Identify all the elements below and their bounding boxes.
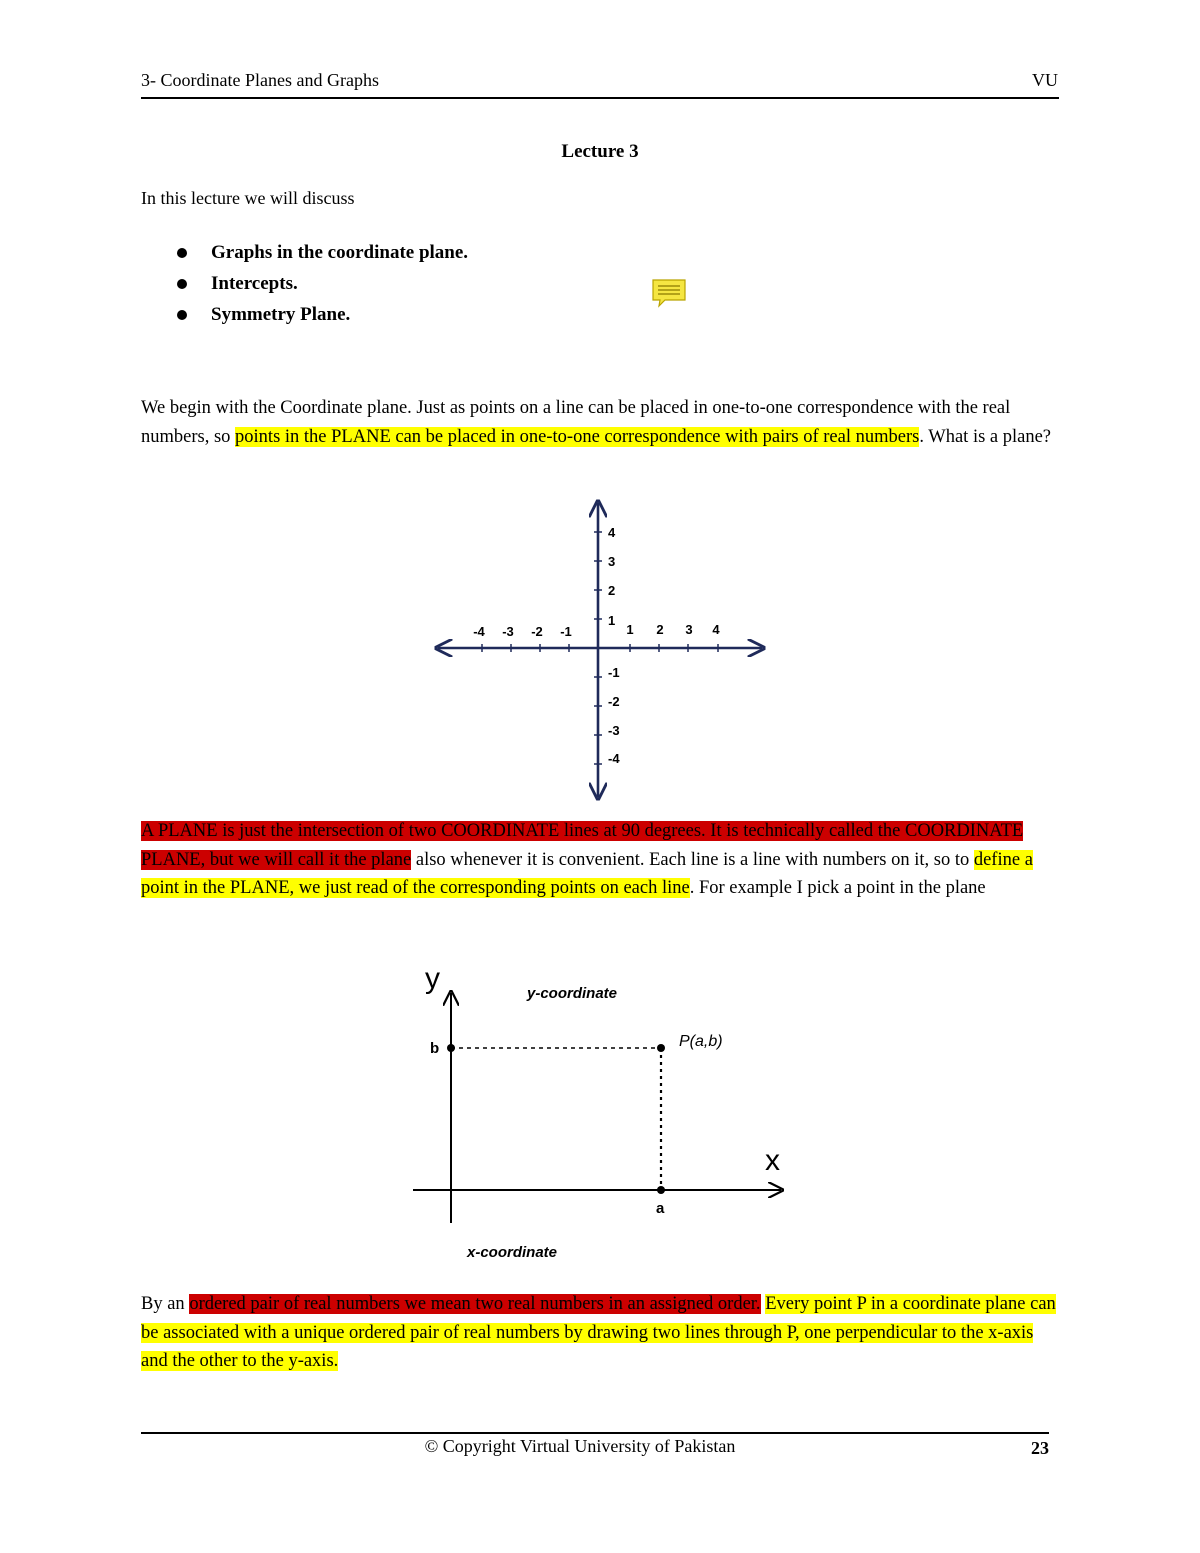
topic-item: Graphs in the coordinate plane. <box>175 238 468 269</box>
x-tick-label: 1 <box>626 622 634 637</box>
x-coordinate-caption: x-coordinate <box>467 1244 558 1261</box>
y-tick-label: 2 <box>608 583 616 598</box>
y-coordinate-caption: y-coordinate <box>527 985 618 1002</box>
text-run: also whenever it is convenient. Each line is a line with numbers on it, so to <box>411 849 974 870</box>
y-tick-label: -3 <box>608 723 620 738</box>
x-tick-label: -4 <box>473 624 485 639</box>
running-header-vu: VU <box>1032 70 1058 90</box>
x-axis-label: x <box>765 1144 780 1177</box>
topic-item: Intercepts. <box>175 269 468 300</box>
ordered-pair-figure <box>405 955 795 1265</box>
x-tick-label: 2 <box>656 622 664 637</box>
y-tick-label: -1 <box>608 665 620 680</box>
y-axis-label: y <box>425 962 440 995</box>
b-label: b <box>430 1040 440 1057</box>
lecture-title: Lecture 3 <box>561 141 639 162</box>
point-p <box>657 1044 665 1052</box>
x-tick-label: -3 <box>502 624 514 639</box>
paragraph-ordered-pair <box>141 1290 1061 1376</box>
footer-rule <box>141 1432 1049 1434</box>
highlighted-text: define a point in the PLANE, we just read of the corresponding points on each line <box>141 849 1033 898</box>
comment-note-icon[interactable] <box>651 278 687 308</box>
paragraph-plane-definition <box>141 817 1061 903</box>
text-run: . For example I pick a point in the plane <box>689 878 986 898</box>
intro-text: In this lecture we will discuss <box>141 188 355 208</box>
y-tick-label: -2 <box>608 694 620 709</box>
y-tick-label: 3 <box>608 554 616 569</box>
coordinate-plane-figure <box>430 495 770 805</box>
highlighted-text: Every point P in a coordinate plane can be associated with a unique ordered pair of real numbers by drawing two lines through P, one perpendicular to the x-axis and the other to the y-axis. <box>141 1294 1056 1371</box>
a-label: a <box>656 1200 665 1217</box>
y-tick-label: -4 <box>608 751 620 766</box>
y-tick-label: 1 <box>608 613 616 628</box>
x-tick-label: 4 <box>712 622 720 637</box>
paragraph-coordinate-plane <box>141 394 1061 451</box>
x-tick-label: 3 <box>685 622 693 637</box>
text-run: . What is a plane? <box>919 426 1052 447</box>
point-label: P(a,b) <box>679 1033 723 1050</box>
topic-item: Symmetry Plane. <box>175 300 468 331</box>
highlighted-text: A PLANE is just the intersection of two COORDINATE lines at 90 degrees. It is technically called the COORDINATE PLANE, but we will call it the plane <box>141 821 1024 870</box>
highlighted-text: points in the PLANE can be placed in one-to-one correspondence with pairs of real numbers <box>235 426 920 447</box>
header-rule <box>141 97 1059 99</box>
point-a <box>657 1186 665 1194</box>
footer-copyright: © Copyright Virtual University of Pakistan <box>424 1436 736 1456</box>
highlighted-text: ordered pair of real numbers we mean two real numbers in an assigned order. <box>189 1294 761 1314</box>
text-run: By an <box>141 1294 190 1314</box>
running-header-title: 3- Coordinate Planes and Graphs <box>141 70 379 90</box>
page-number: 23 <box>1031 1438 1049 1458</box>
x-tick-label: -1 <box>560 624 572 639</box>
text-run: We begin with the Coordinate plane. Just as points on a line can be placed in one-to-one correspondence with the real numbers, so <box>141 398 1011 447</box>
topic-list <box>175 238 468 331</box>
point-b <box>447 1044 455 1052</box>
x-tick-label: -2 <box>531 624 543 639</box>
y-tick-label: 4 <box>608 525 616 540</box>
